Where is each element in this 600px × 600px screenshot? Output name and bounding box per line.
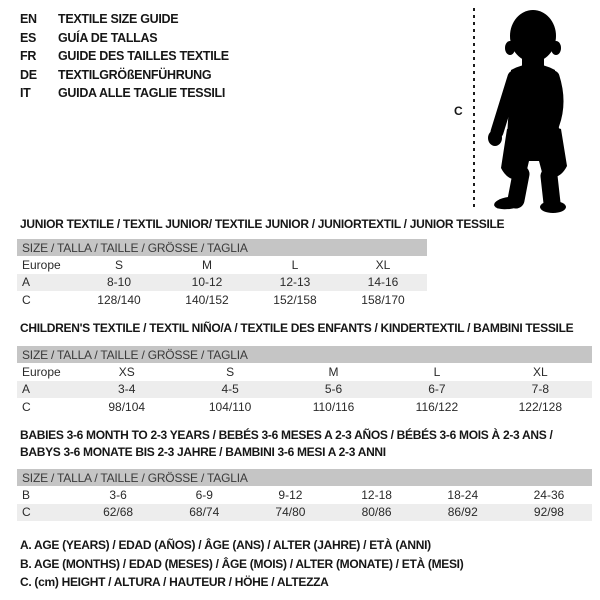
height-value: 68/74	[189, 505, 220, 520]
lang-title: TEXTILE SIZE GUIDE	[58, 12, 179, 26]
junior-size-table	[17, 239, 427, 309]
table-row-age	[17, 381, 592, 399]
size-col-header: M	[202, 257, 212, 272]
age-value: 8-10	[106, 275, 132, 290]
legend-block	[20, 536, 463, 592]
babies-size-table	[17, 469, 592, 521]
legend-height: C. (cm) HEIGHT / ALTURA / HAUTEUR / HÖHE / ALTEZZA	[20, 575, 329, 590]
height-value: 152/158	[273, 292, 317, 307]
height-value: 74/80	[275, 505, 306, 520]
babies-section-title-line1: BABIES 3-6 MONTH TO 2-3 YEARS / BEBÉS 3-6 MESES A 2-3 AÑOS / BÉBÉS 3-6 MOIS À 2-3 ANS /	[20, 428, 553, 442]
height-value: 122/128	[518, 399, 563, 414]
row-label: Europe	[22, 364, 61, 379]
age-months-value: 24-36	[533, 487, 565, 502]
lang-row-it	[20, 84, 229, 103]
row-label: Europe	[22, 257, 61, 272]
row-label: C	[22, 505, 31, 520]
height-measure-label: C	[454, 104, 463, 118]
size-col-header: L	[433, 364, 441, 379]
lang-title: GUIDA ALLE TAGLIE TESSILI	[58, 86, 226, 101]
size-band-header: SIZE / TALLA / TAILLE / GRÖSSE / TAGLIA	[17, 346, 592, 363]
height-value: 80/86	[361, 505, 392, 520]
age-value: 6-7	[428, 382, 446, 397]
age-value: 7-8	[531, 382, 549, 397]
size-col-header: XL	[375, 257, 391, 272]
height-value: 158/170	[361, 292, 405, 307]
lang-row-fr	[20, 47, 229, 66]
height-value: 140/152	[185, 292, 229, 307]
table-row-age	[17, 274, 427, 292]
size-col-header: S	[226, 364, 235, 379]
age-months-value: 12-18	[361, 487, 392, 502]
size-band-header: SIZE / TALLA / TAILLE / GRÖSSE / TAGLIA	[17, 239, 427, 256]
age-months-value: 9-12	[278, 487, 303, 502]
height-value: 104/110	[208, 399, 252, 414]
lang-code: DE	[20, 67, 37, 82]
height-value: 116/122	[415, 399, 459, 414]
children-section-title: CHILDREN'S TEXTILE / TEXTIL NIÑO/A / TEXTILE DES ENFANTS / KINDERTEXTIL / BAMBINI TESSILE	[20, 321, 574, 335]
height-dotted-line	[473, 8, 475, 210]
age-value: 3-4	[118, 382, 136, 397]
lang-row-de	[20, 66, 229, 85]
row-label: B	[22, 487, 31, 502]
age-months-value: 6-9	[195, 487, 213, 502]
table-row-height	[17, 504, 592, 522]
lang-code: FR	[20, 49, 37, 64]
height-value: 92/98	[533, 505, 564, 520]
height-value: 62/68	[103, 505, 134, 520]
lang-title: GUIDE DES TAILLES TEXTILE	[58, 49, 229, 64]
size-col-header: S	[114, 257, 123, 272]
lang-row-es	[20, 29, 229, 48]
size-col-header: XL	[532, 364, 548, 379]
age-value: 12-13	[279, 275, 311, 290]
age-value: 4-5	[221, 382, 239, 397]
junior-section-title: JUNIOR TEXTILE / TEXTIL JUNIOR/ TEXTILE JUNIOR / JUNIORTEXTIL / JUNIOR TESSILE	[20, 217, 505, 231]
age-months-value: 18-24	[447, 487, 479, 502]
language-title-list	[20, 10, 229, 103]
height-value: 86/92	[447, 505, 478, 520]
lang-row-en	[20, 10, 229, 29]
row-label: C	[22, 399, 31, 414]
table-row-height	[17, 291, 427, 309]
size-col-header: L	[291, 257, 299, 272]
lang-title: TEXTILGRÖßENFÜHRUNG	[58, 67, 212, 82]
baby-silhouette-icon	[483, 6, 583, 213]
table-row-age-months	[17, 486, 592, 504]
lang-code: EN	[20, 12, 37, 26]
row-label: A	[22, 382, 31, 397]
age-months-value: 3-6	[109, 487, 127, 502]
lang-code: IT	[20, 86, 31, 101]
size-col-header: M	[328, 364, 339, 379]
table-row-europe	[17, 363, 592, 381]
height-value: 98/104	[108, 399, 146, 414]
age-value: 5-6	[324, 382, 343, 397]
row-label: C	[22, 292, 31, 307]
table-row-height	[17, 398, 592, 416]
babies-section-title-line2: BABYS 3-6 MONATE BIS 2-3 JAHRE / BAMBINI 3-6 MESI A 2-3 ANNI	[20, 445, 386, 459]
size-band-header: SIZE / TALLA / TAILLE / GRÖSSE / TAGLIA	[17, 469, 592, 486]
height-value: 128/140	[97, 292, 141, 307]
children-size-table	[17, 346, 592, 416]
legend-age-years: A. AGE (YEARS) / EDAD (AÑOS) / ÂGE (ANS) / ALTER (JAHRE) / ETÀ (ANNI)	[20, 538, 431, 552]
age-value: 10-12	[191, 275, 223, 290]
height-value: 110/116	[312, 399, 355, 414]
row-label: A	[22, 275, 31, 290]
size-col-header: XS	[118, 364, 135, 379]
legend-age-months: B. AGE (MONTHS) / EDAD (MESES) / ÂGE (MOIS) / ALTER (MONATE) / ETÀ (MESI)	[20, 556, 464, 571]
age-value: 14-16	[367, 275, 399, 290]
lang-title: GUÍA DE TALLAS	[58, 30, 158, 45]
table-row-europe	[17, 256, 427, 274]
lang-code: ES	[20, 30, 37, 45]
